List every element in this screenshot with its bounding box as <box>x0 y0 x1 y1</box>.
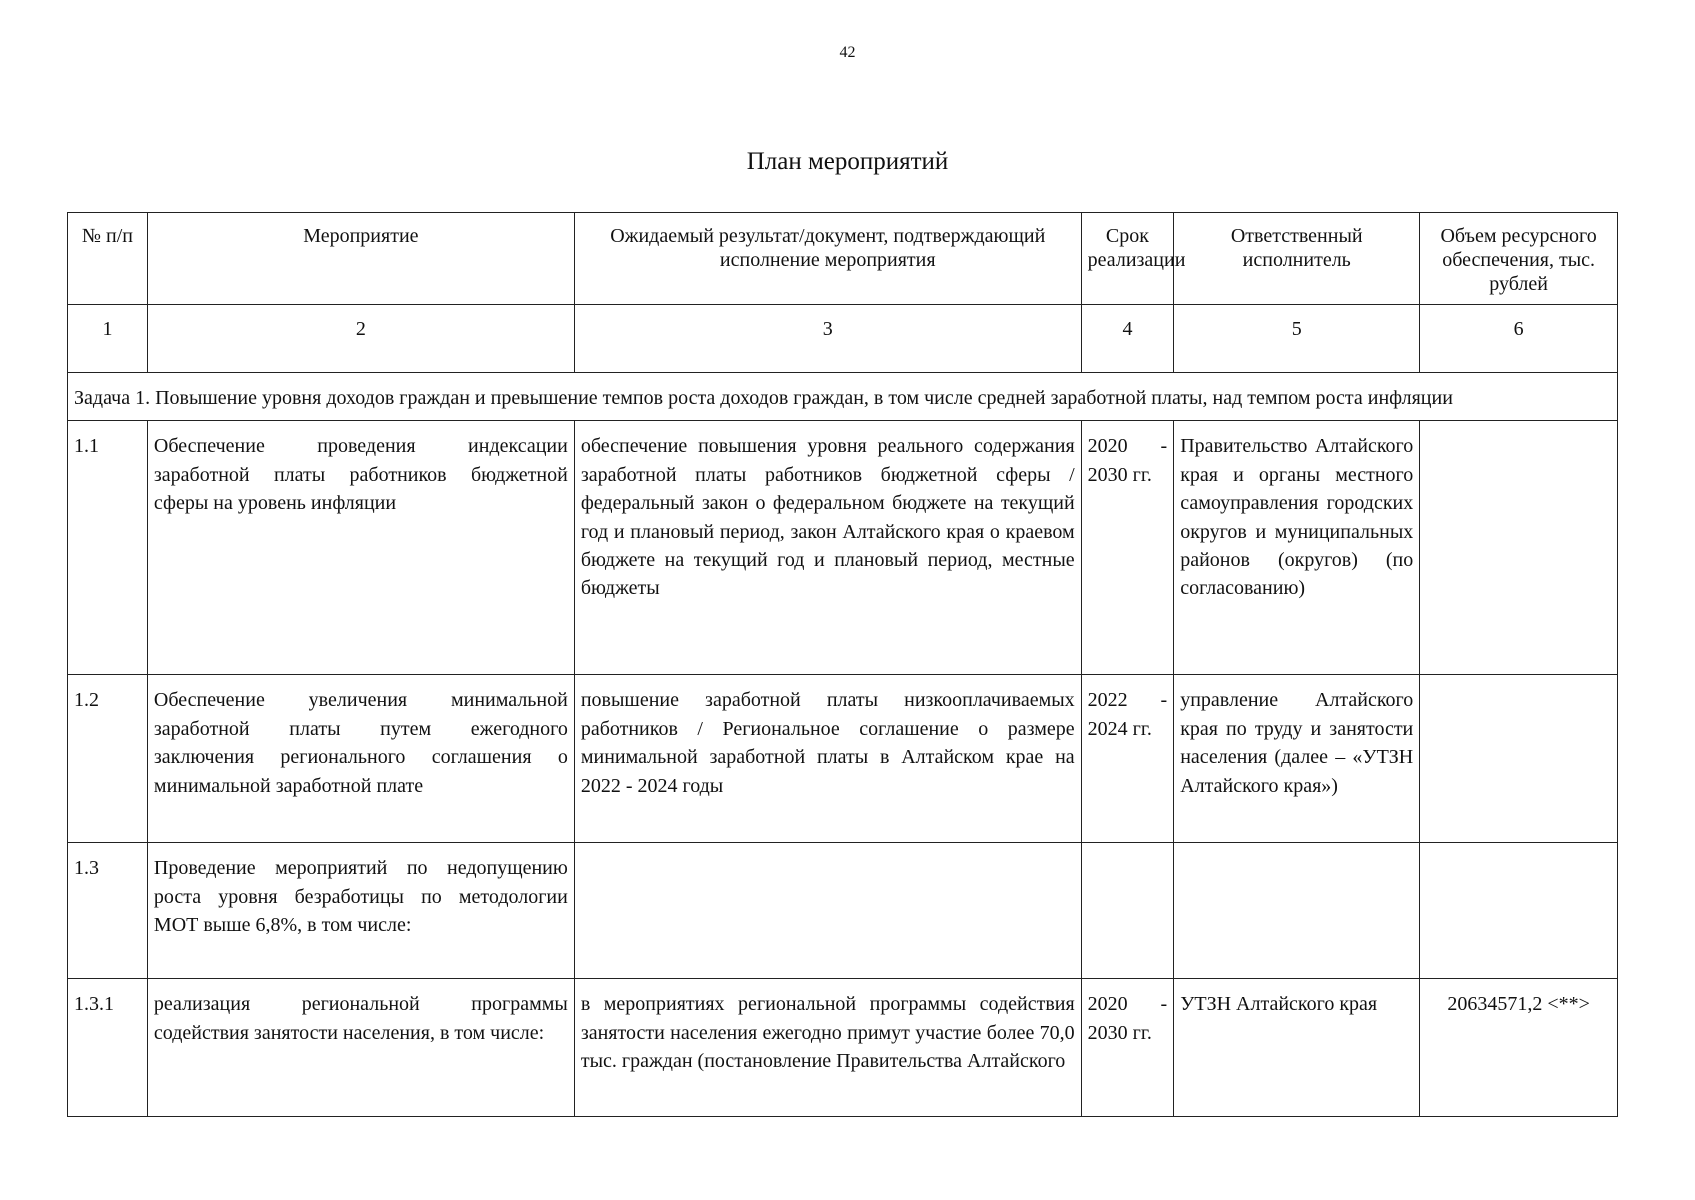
table-row <box>68 979 1618 1117</box>
row-number: 1.2 <box>68 675 148 843</box>
row-result: повышение заработной платы низкооплачиваемых работников / Региональное соглашение о размере минимальной заработной платы в Алтайском крае на 2022 - 2024 годы <box>574 675 1081 843</box>
header-term: Срок реализации <box>1081 213 1174 305</box>
page-number: 42 <box>839 44 856 61</box>
column-number: 6 <box>1420 305 1618 373</box>
row-volume <box>1420 421 1618 675</box>
row-activity: реализация региональной программы содействия занятости населения, в том числе: <box>147 979 574 1117</box>
column-number: 3 <box>574 305 1081 373</box>
column-numbers-row <box>68 305 1618 373</box>
row-term <box>1081 843 1174 979</box>
row-executor: Правительство Алтайского края и органы местного самоуправления городских округов и муниципальных районов (округов) (по согласованию) <box>1174 421 1420 675</box>
row-volume <box>1420 843 1618 979</box>
header-result: Ожидаемый результат/документ, подтверждающий исполнение мероприятия <box>574 213 1081 305</box>
header-number: № п/п <box>68 213 148 305</box>
task-title: Задача 1. Повышение уровня доходов граждан и превышение темпов роста доходов граждан, в том числе средней заработной платы, над темпом роста инфляции <box>68 373 1618 421</box>
row-number: 1.3 <box>68 843 148 979</box>
row-activity: Обеспечение увеличения минимальной заработной платы путем ежегодного заключения регионального соглашения о минимальной заработной плате <box>147 675 574 843</box>
row-volume: 20634571,2 <**> <box>1420 979 1618 1117</box>
row-number: 1.3.1 <box>68 979 148 1117</box>
header-volume: Объем ресурсного обеспечения, тыс. рублей <box>1420 213 1618 305</box>
header-executor: Ответственный исполнитель <box>1174 213 1420 305</box>
row-activity: Обеспечение проведения индексации заработной платы работников бюджетной сферы на уровень инфляции <box>147 421 574 675</box>
table-row <box>68 675 1618 843</box>
row-term: 2022 - 2024 гг. <box>1081 675 1174 843</box>
column-number: 4 <box>1081 305 1174 373</box>
row-executor: УТЗН Алтайского края <box>1174 979 1420 1117</box>
row-result: в мероприятиях региональной программы содействия занятости населения ежегодно примут участие более 70,0 тыс. граждан (постановление Правительства Алтайского <box>574 979 1081 1117</box>
header-activity: Мероприятие <box>147 213 574 305</box>
column-number: 1 <box>68 305 148 373</box>
row-term: 2020 - 2030 гг. <box>1081 979 1174 1117</box>
row-result <box>574 843 1081 979</box>
plan-table <box>67 212 1618 1117</box>
task-row <box>68 373 1618 421</box>
row-term: 2020 - 2030 гг. <box>1081 421 1174 675</box>
row-activity: Проведение мероприятий по недопущению роста уровня безработицы по методологии МОТ выше 6,8%, в том числе: <box>147 843 574 979</box>
table-row <box>68 843 1618 979</box>
page-title: План мероприятий <box>746 148 949 175</box>
row-number: 1.1 <box>68 421 148 675</box>
column-number: 5 <box>1174 305 1420 373</box>
row-executor: управление Алтайского края по труду и занятости населения (далее – «УТЗН Алтайского края») <box>1174 675 1420 843</box>
row-result: обеспечение повышения уровня реального содержания заработной платы работников бюджетной сферы / федеральный закон о федеральном бюджете на текущий год и плановый период, закон Алтайского края о краевом бюджете на текущий год и плановый период, местные бюджеты <box>574 421 1081 675</box>
table-header-row <box>68 213 1618 305</box>
row-volume <box>1420 675 1618 843</box>
table-row <box>68 421 1618 675</box>
row-executor <box>1174 843 1420 979</box>
column-number: 2 <box>147 305 574 373</box>
